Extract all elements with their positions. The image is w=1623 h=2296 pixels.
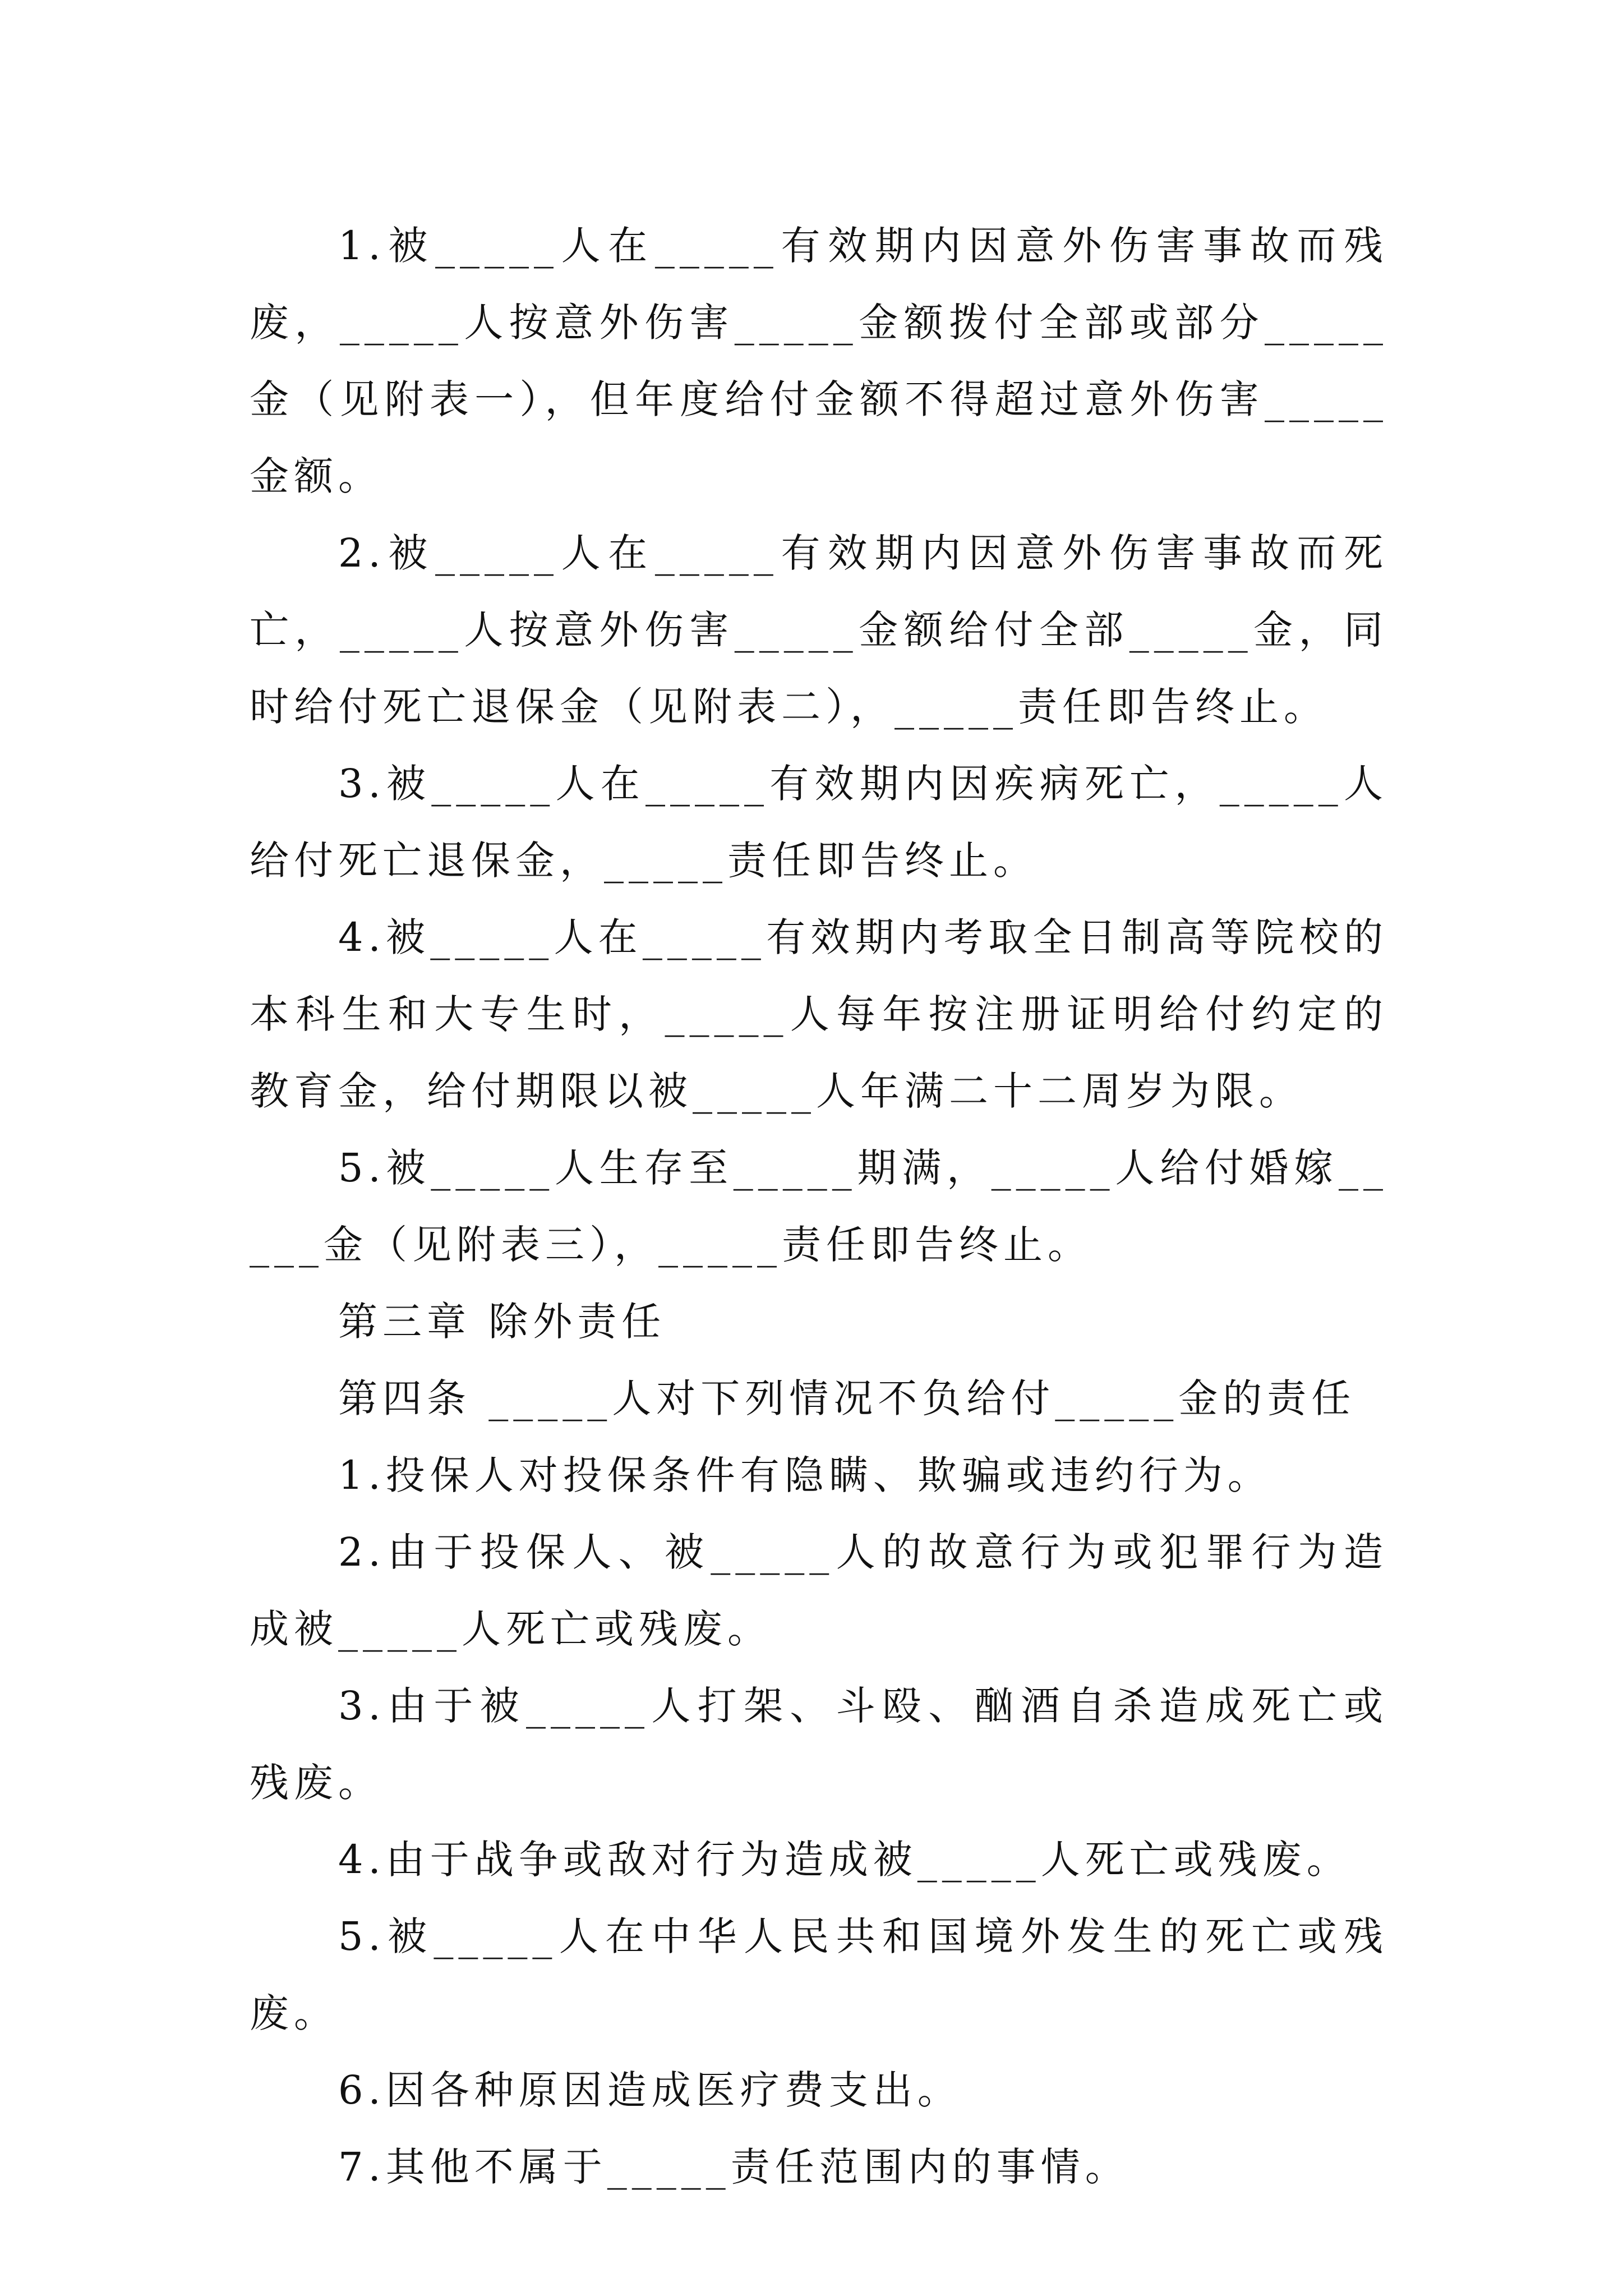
clause-5-marriage: 5.被_____人生存至_____期满，_____人给付婚嫁_____金（见附表三），_____责任即告终止。 [250,1145,1388,1268]
clause-2-accidental-death: 2.被_____人在_____有效期内因意外伤害事故而死亡，_____人按意外伤害_____金额给付全部_____金，同时给付死亡退保金（见附表二），_____责任即告终止。 [250,530,1388,730]
exclusion-6: 6.因各种原因造成医疗费支出。 [338,2067,962,2113]
exclusion-7: 7.其他不属于_____责任范围内的事情。 [338,2144,1129,2190]
chapter-heading: 第三章 除外责任 [338,1299,666,1345]
exclusion-3: 3.由于被_____人打架、斗殴、酗酒自杀造成死亡或残废。 [250,1683,1388,1806]
document-body [250,208,1388,2206]
article-heading: 第四条 _____人对下列情况不负给付_____金的责任 [338,1375,1356,1421]
exclusion-4: 4.由于战争或敌对行为造成被_____人死亡或残废。 [338,1837,1351,1883]
exclusion-5: 5.被_____人在中华人民共和国境外发生的死亡或残废。 [250,1913,1388,2036]
exclusion-1: 1.投保人对投保条件有隐瞒、欺骗或违约行为。 [338,1452,1272,1498]
clause-1-disability: 1.被_____人在_____有效期内因意外伤害事故而残废，_____人按意外伤害_____金额拨付全部或部分_____金（见附表一），但年度给付金额不得超过意外伤害_____金额。 [250,223,1388,499]
exclusion-2: 2.由于投保人、被_____人的故意行为或犯罪行为造成被_____人死亡或残废。 [250,1529,1388,1652]
clause-3-illness-death: 3.被_____人在_____有效期内因疾病死亡，_____人给付死亡退保金，_____责任即告终止。 [250,761,1388,884]
clause-4-education: 4.被_____人在_____有效期内考取全日制高等院校的本科生和大专生时，_____人每年按注册证明给付约定的教育金，给付期限以被_____人年满二十二周岁为限。 [250,914,1388,1114]
